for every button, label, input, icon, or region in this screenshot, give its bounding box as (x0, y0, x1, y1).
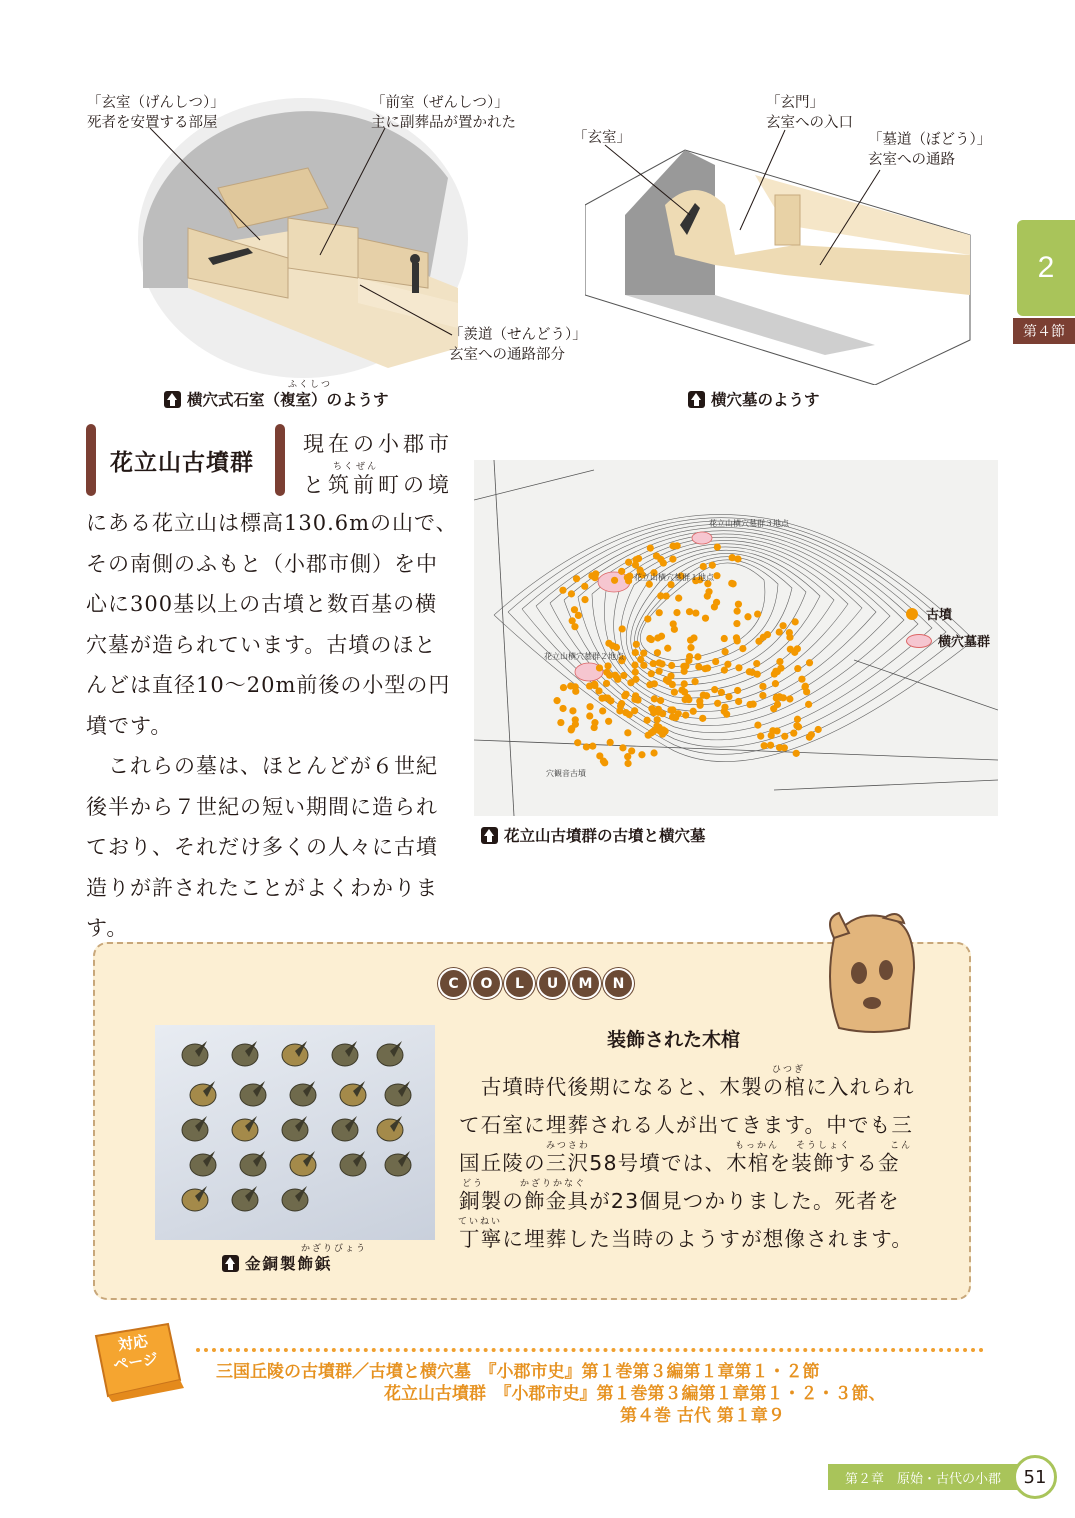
kofun-dot (746, 668, 753, 675)
kofun-dot (761, 742, 768, 749)
kofun-dot (808, 731, 815, 738)
rivet (282, 1186, 308, 1211)
kofun-dot (589, 743, 596, 750)
kofun-dot (687, 644, 694, 651)
column-badge (440, 970, 632, 997)
kofun-dot (798, 676, 805, 683)
kofun-dot (657, 697, 664, 704)
kofun-dot (735, 698, 742, 705)
rivet (282, 1041, 308, 1066)
rivet (190, 1081, 216, 1106)
kofun-dot (770, 705, 777, 712)
haniwa-illustration (814, 908, 924, 1038)
ruby-kazaribyou: かざりびょう (301, 1244, 368, 1254)
up-arrow-icon (688, 391, 705, 408)
reference-badge: 対応 ページ (88, 1318, 188, 1402)
kofun-dot (730, 580, 737, 587)
ruby-zen: ぜん (356, 462, 379, 472)
column-letter: M (572, 970, 599, 997)
kofun-dot (656, 668, 663, 675)
kofun-dot (647, 545, 654, 552)
kofun-dot (694, 653, 701, 660)
kofun-dot (793, 722, 800, 729)
kofun-dot (569, 707, 576, 714)
kofun-dot (619, 625, 626, 632)
rivet (385, 1081, 411, 1106)
kofun-dot (631, 661, 638, 668)
rivet (282, 1116, 308, 1141)
kofun-dot (632, 676, 639, 683)
kofun-dot (772, 680, 779, 687)
kofun-dot (786, 695, 793, 702)
kofun-dot (686, 608, 693, 615)
kofun-dot (685, 696, 692, 703)
kofun-dot (691, 678, 698, 685)
page-number: 51 (1013, 1455, 1057, 1499)
kofun-dot (773, 694, 780, 701)
kofun-dot (632, 649, 639, 656)
kofun-dot (725, 693, 732, 700)
kofun-dot (596, 664, 603, 671)
section-heading-box (86, 424, 286, 496)
ruby-fukushitsu: ふくしつ (288, 380, 333, 390)
chapter-tab (1017, 220, 1075, 316)
up-arrow-icon (164, 391, 181, 408)
kofun-dot (724, 661, 731, 668)
kofun-dot (815, 726, 822, 733)
kofun-dot (605, 718, 612, 725)
section-intro: 現在の小郡市 と筑前町の境 (303, 432, 453, 497)
kofun-dot (651, 695, 658, 702)
kofun-dot (786, 634, 793, 641)
rivet (240, 1151, 266, 1176)
kofun-dot (662, 728, 669, 735)
kofun-dot (596, 752, 603, 759)
column-photo (155, 1025, 435, 1240)
kofun-dot (581, 583, 588, 590)
ruby-kazarikanagu: かざりかなぐ (520, 1179, 587, 1189)
rivets-photo (155, 1025, 435, 1240)
reference-line-1: 三国丘陵の古墳群／古墳と横穴墓 『小郡市史』第１巻第３編第１章第１・２節 (216, 1362, 820, 1382)
kofun-dot (605, 640, 612, 647)
section-body: にある花立山は標高130.6mの山で、 その南側のふもと（小郡市側）を中 心に300基以上の古墳と数百基の横 穴墓が造られています。古墳のほと んどは直径10〜20m前後の小型の円 墳です。 これらの墓は、ほとんどが６世紀 後半から７世紀の短い期間に造られ ており、それだけ多くの人々に古墳 造りが許されたことがよくわかりま す。 (86, 511, 458, 940)
kofun-dot (654, 716, 661, 723)
label-bodo: 「墓道（ぼどう）」 玄室への通路 (868, 132, 992, 168)
column-letter: O (473, 970, 500, 997)
kofun-dot (776, 658, 783, 665)
ruby-teinei: ていねい (458, 1217, 503, 1227)
column-letter: U (539, 970, 566, 997)
kofun-dot (568, 590, 575, 597)
rivet (190, 1151, 216, 1176)
map-label-site1: 花立山横穴墓群１地点 (634, 573, 714, 582)
kofun-dot (602, 694, 609, 701)
kofun-dot (591, 574, 598, 581)
kofun-dot (604, 662, 611, 669)
caption-diagram1: 横穴式石室（複室）のようす (164, 388, 389, 410)
kofun-dot (572, 688, 579, 695)
kofun-dot (754, 610, 761, 617)
caption-map: 花立山古墳群の古墳と横穴墓 (481, 824, 706, 846)
kofun-dot (711, 686, 718, 693)
kofun-dot (682, 712, 689, 719)
diagram1-leader-lines (0, 0, 600, 400)
kofun-dot (633, 641, 640, 648)
column-letter: L (506, 970, 533, 997)
kofun-dot (658, 660, 665, 667)
kofun-dot (631, 707, 638, 714)
kofun-dot (573, 575, 580, 582)
kofun-dot (632, 692, 639, 699)
kofun-dot (697, 702, 704, 709)
column-letter: C (440, 970, 467, 997)
kofun-dot (705, 588, 712, 595)
kofun-dot (644, 717, 651, 724)
ruby-mokkan: もっかん (735, 1141, 780, 1151)
section-tab: 第４節 (1013, 318, 1075, 344)
kofun-dot (772, 668, 779, 675)
column-title: 装飾された木棺 (607, 1029, 741, 1051)
kofun-dot (640, 650, 647, 657)
kofun-dot (622, 691, 629, 698)
kofun-dot (638, 751, 645, 758)
kofun-dot (709, 562, 716, 569)
kofun-dot (650, 709, 657, 716)
kofun-dot (672, 714, 679, 721)
rivet (182, 1116, 208, 1141)
kofun-dot (574, 739, 581, 746)
kofun-dot (754, 671, 761, 678)
kofun-dot (673, 609, 680, 616)
kofun-dot (735, 664, 742, 671)
rivet (232, 1041, 258, 1066)
kofun-dot (759, 683, 766, 690)
kofun-dot (735, 601, 742, 608)
kofun-dot (733, 620, 740, 627)
kofun-dot (599, 707, 606, 714)
rivet (240, 1081, 266, 1106)
kofun-dot (626, 572, 633, 579)
kofun-dot (650, 660, 657, 667)
kofun-dot (603, 669, 610, 676)
up-arrow-icon (222, 1255, 239, 1272)
rivet (385, 1151, 411, 1176)
label-genmon: 「玄門」 玄室への入口 (766, 95, 853, 131)
ruby-soushoku: そうしょく (796, 1141, 852, 1151)
kofun-dot (757, 733, 764, 740)
kofun-dot (713, 572, 720, 579)
kofun-dot (611, 577, 618, 584)
yokoana-site-3-area (692, 532, 712, 544)
rivet (340, 1081, 366, 1106)
caption-photo: 金銅製飾鋲 (222, 1252, 333, 1274)
kofun-dot (739, 645, 746, 652)
rivet (377, 1116, 403, 1141)
map-hanatateyama (474, 460, 998, 816)
kofun-dot (781, 744, 788, 751)
kofun-dot (586, 712, 593, 719)
kofun-dot (591, 724, 598, 731)
kofun-dot (620, 672, 627, 679)
kofun-dot (733, 634, 740, 641)
kofun-dot (653, 552, 660, 559)
kofun-dot (806, 659, 813, 666)
ruby-mitsusawa: みつさわ (546, 1141, 590, 1151)
rivet (332, 1041, 358, 1066)
kofun-dot (794, 716, 801, 723)
kofun-dot (575, 612, 582, 619)
kofun-dot (744, 613, 751, 620)
kofun-dot (618, 568, 625, 575)
kofun-dot (644, 615, 651, 622)
kofun-dot (753, 660, 760, 667)
kofun-dot (650, 749, 657, 756)
kofun-dot (729, 554, 736, 561)
kofun-dot (781, 733, 788, 740)
kofun-dot (603, 680, 610, 687)
kofun-dot (553, 697, 560, 704)
kofun-dot (557, 719, 564, 726)
kofun-dot (702, 615, 709, 622)
rivet (182, 1041, 208, 1066)
kofun-dot (559, 705, 566, 712)
kofun-dot (624, 760, 631, 767)
kofun-dot (699, 715, 706, 722)
kofun-dot (651, 680, 658, 687)
kofun-dot (686, 653, 693, 660)
kofun-dot (637, 656, 644, 663)
kofun-dot (632, 561, 639, 568)
kofun-dot (646, 635, 653, 642)
kofun-dot (793, 750, 800, 757)
kofun-dot (607, 739, 614, 746)
kofun-dot (718, 689, 725, 696)
kofun-dot (591, 681, 598, 688)
kofun-dot (690, 634, 697, 641)
kofun-dot (721, 704, 728, 711)
kofun-dot (760, 634, 767, 641)
kofun-dot (695, 663, 702, 670)
kofun-dot (768, 732, 775, 739)
kofun-dot (794, 645, 801, 652)
map-label-kannon: 穴観音古墳 (546, 769, 586, 778)
kofun-dot (671, 689, 678, 696)
footer-chapter-bar: 第２章 原始・古代の小郡 (828, 1464, 1018, 1490)
kofun-dot (628, 747, 635, 754)
kofun-dot (776, 628, 783, 635)
kofun-legend-dot (906, 608, 918, 620)
kofun-dot (713, 599, 720, 606)
kofun-dot (569, 617, 576, 624)
kofun-dot (669, 681, 676, 688)
kofun-dot (779, 622, 786, 629)
kofun-dot (567, 682, 574, 689)
kofun-dot (759, 692, 766, 699)
kofun-dot (583, 743, 590, 750)
kofun-dot (635, 555, 642, 562)
reference-line-2: 花立山古墳群 『小郡市史』第１巻第３編第１章第１・２・３節、 (384, 1384, 886, 1404)
kofun-dot (648, 670, 655, 677)
kofun-dot (619, 744, 626, 751)
kofun-dot (681, 680, 688, 687)
kofun-dot (668, 662, 675, 669)
kofun-dot (614, 676, 621, 683)
kofun-dot (692, 609, 699, 616)
kofun-dot (663, 676, 670, 683)
kofun-dot (675, 595, 682, 602)
reference-dotted-line (196, 1348, 984, 1352)
kofun-dot (601, 759, 608, 766)
kofun-dot (734, 608, 741, 615)
column-body: 古墳時代後期になると、木製の棺に入れられ て石室に埋葬される人が出てきます。中でも三 国丘陵の三沢58号墳では、木棺を装飾する金 銅製の飾金具が23個見つかりました。死者を 丁寧に埋葬した当時のようすが想像されます。 (459, 1075, 915, 1251)
kofun-dot (624, 729, 631, 736)
kofun-dot (664, 645, 671, 652)
kofun-dot (792, 618, 799, 625)
kofun-dot (794, 665, 801, 672)
ruby-hitsugi: ひつぎ (772, 1065, 806, 1075)
kofun-dot (669, 542, 676, 549)
label-genshitsu: 「玄室（げんしつ）」 死者を安置する部屋 (87, 95, 225, 131)
kofun-dot (754, 722, 761, 729)
kofun-dot (667, 706, 674, 713)
kofun-dot (750, 701, 757, 708)
diagram2-leader-lines (560, 100, 940, 280)
reference-line-3: 第４巻 古代 第１章９ (620, 1406, 785, 1426)
rivet (377, 1041, 403, 1066)
chapter-number: 2 (1037, 251, 1055, 284)
kofun-dot (773, 727, 780, 734)
kofun-dot (714, 700, 721, 707)
ruby-kon: こん (890, 1141, 913, 1151)
kofun-dot (595, 687, 602, 694)
ruby-chiku: ちく (333, 462, 356, 472)
rivet (232, 1116, 258, 1141)
kofun-dot (690, 708, 697, 715)
kofun-dot (663, 592, 670, 599)
label-sendo: 「羨道（せんどう）」 玄室への通路部分 (449, 327, 587, 363)
kofun-dot (618, 700, 625, 707)
kofun-dot (581, 596, 588, 603)
kofun-dot (632, 669, 639, 676)
rivet (340, 1151, 366, 1176)
kofun-dot (680, 663, 687, 670)
kofun-dot (767, 742, 774, 749)
kofun-dot (700, 692, 707, 699)
kofun-dot (654, 649, 661, 656)
kofun-dot (678, 686, 685, 693)
map-label-site2: 花立山横穴墓群２地点 (544, 652, 624, 661)
kofun-dot (801, 683, 808, 690)
rivet (332, 1116, 358, 1141)
kofun-dot (712, 658, 719, 665)
kofun-dot (734, 687, 741, 694)
kofun-dot (669, 556, 676, 563)
kofun-dot (700, 563, 707, 570)
caption-diagram2: 横穴墓のようす (688, 388, 820, 410)
kofun-dot (805, 701, 812, 708)
kofun-dot (656, 609, 663, 616)
ruby-dou: どう (462, 1179, 485, 1189)
up-arrow-icon (481, 827, 498, 844)
label-zenshitsu: 「前室（ぜんしつ）」 主に副葬品が置かれた (371, 95, 516, 131)
kofun-dot (714, 543, 721, 550)
kofun-dot (721, 635, 728, 642)
haniwa-icon (814, 908, 924, 1038)
rivet (182, 1186, 208, 1211)
kofun-dot (702, 665, 709, 672)
map-legend: 古墳 横穴墓群 (906, 604, 990, 650)
section-heading: 花立山古墳群 (110, 450, 254, 476)
kofun-dot (790, 730, 797, 737)
column-letter: N (605, 970, 632, 997)
kofun-dot (722, 648, 729, 655)
yokoana-legend-oval (906, 634, 932, 648)
kofun-dot (560, 684, 567, 691)
kofun-dot (625, 559, 632, 566)
rivet (290, 1081, 316, 1106)
kofun-dot (648, 729, 655, 736)
rivet (232, 1186, 258, 1211)
rivet (290, 1151, 316, 1176)
kofun-dot (559, 587, 566, 594)
map-label-site3: 花立山横穴墓群３地点 (709, 519, 789, 528)
kofun-dot (586, 703, 593, 710)
kofun-dot (671, 626, 678, 633)
kofun-dot (787, 646, 794, 653)
label-genshitsu-2: 「玄室」 (573, 130, 631, 146)
kofun-dot (568, 726, 575, 733)
kofun-dot (658, 633, 665, 640)
